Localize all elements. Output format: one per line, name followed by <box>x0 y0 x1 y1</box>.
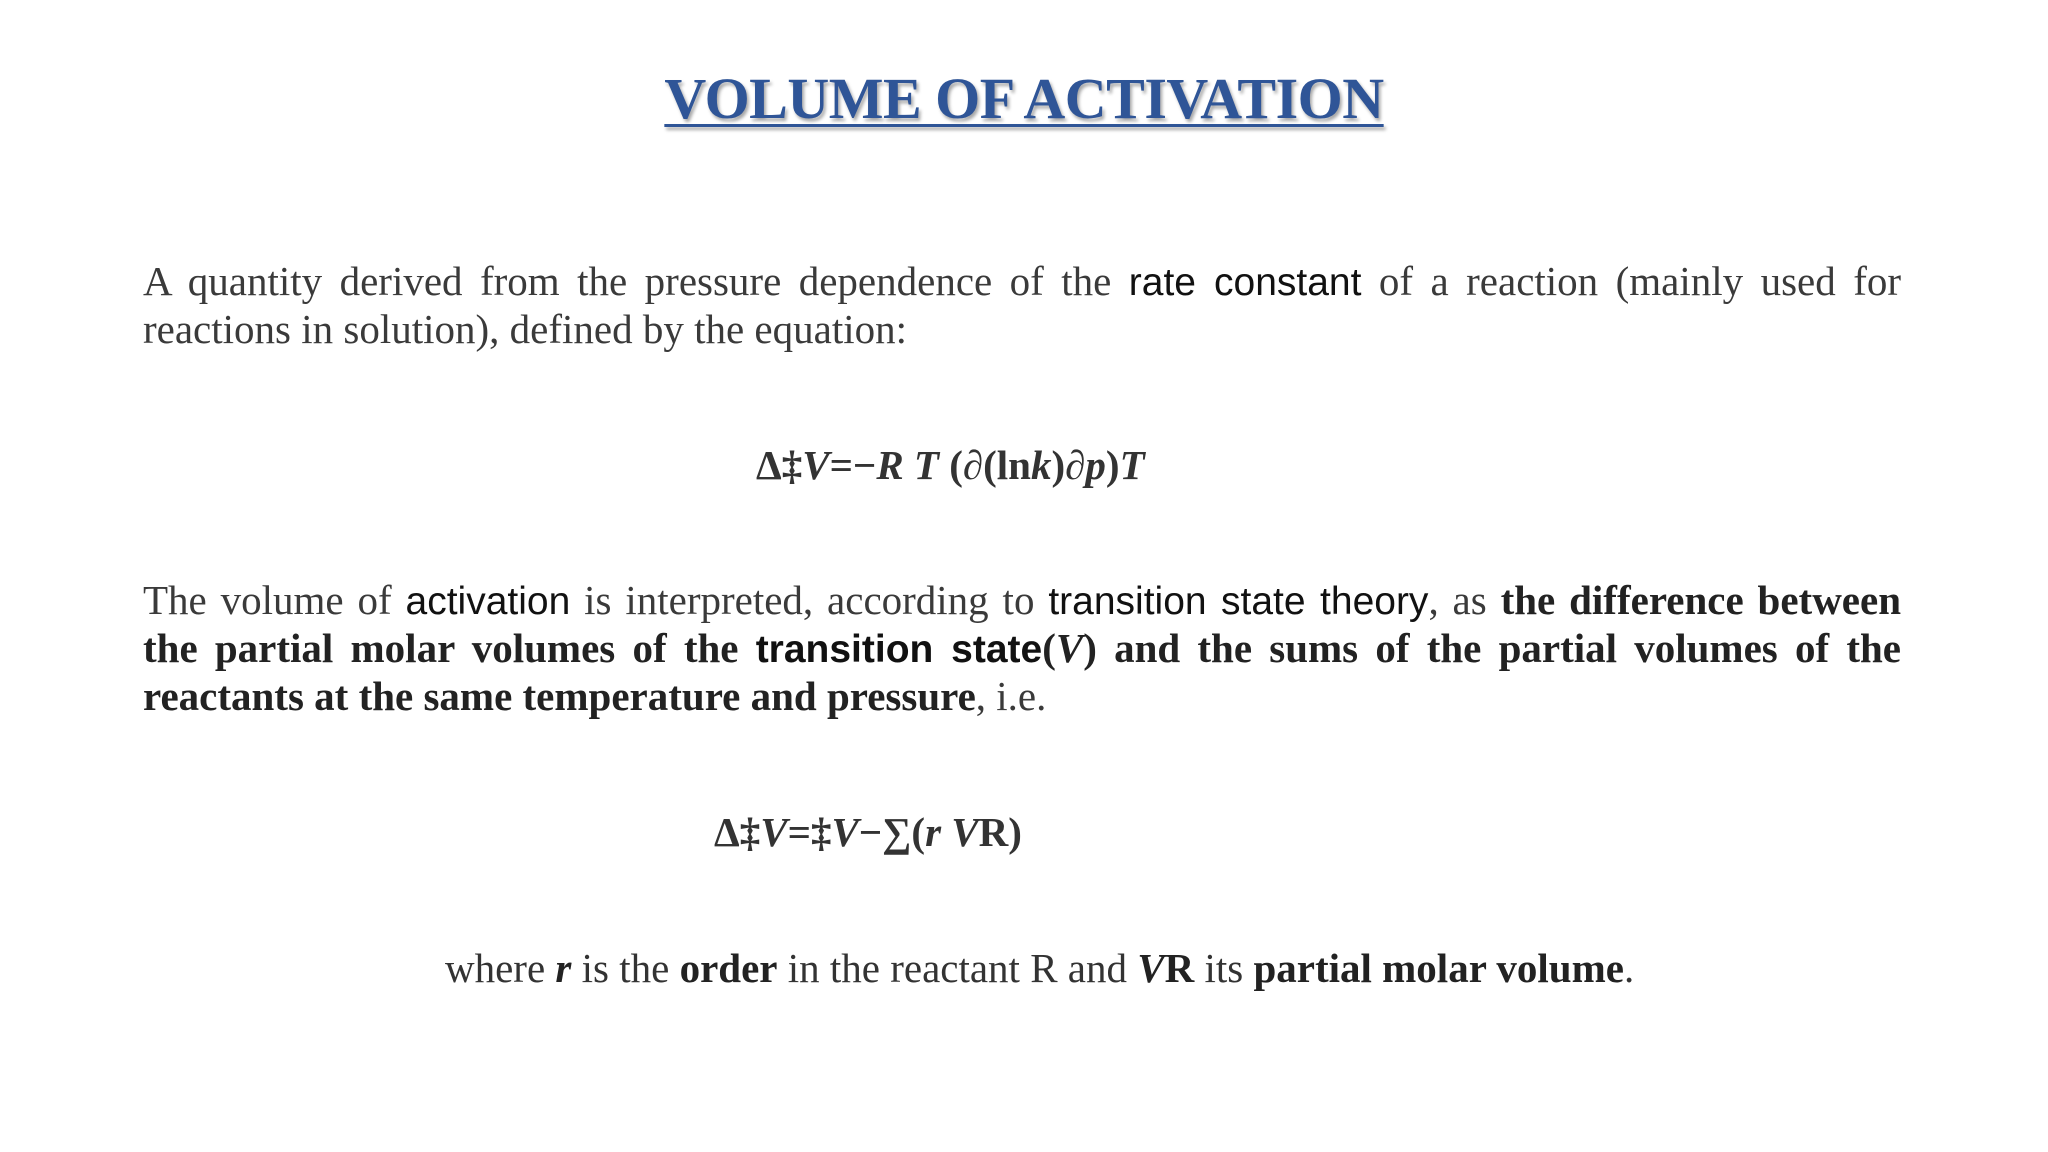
eq2-equals-dagger: =‡ <box>787 809 832 855</box>
transition-state-theory-link[interactable]: transition state theory <box>1048 580 1429 623</box>
eq2-order: r <box>925 809 942 855</box>
interp-text-2: is interpreted, according to <box>570 577 1049 623</box>
where-reactant-symbol: R <box>1164 945 1195 991</box>
partial-molar-volume-term: partial molar volume <box>1253 945 1624 991</box>
where-line <box>445 944 1634 992</box>
eq2-volume-2: V <box>831 809 859 855</box>
interp-bold-paren-open: ( <box>1042 625 1056 671</box>
slide-title-text: VOLUME OF ACTIVATION <box>664 66 1384 131</box>
where-period: . <box>1623 945 1635 991</box>
interpretation-paragraph <box>143 577 1901 720</box>
where-text-3: in the reactant R and <box>777 945 1138 991</box>
eq1-temperature: T <box>913 442 939 488</box>
where-text-2: is the <box>571 945 680 991</box>
eq2-delta: Δ‡ <box>714 809 761 855</box>
interp-bold-2: ) and the sums of the partial volumes of the reactants at the same temperature and pressure <box>143 625 1901 719</box>
interp-bold-volume: V <box>1055 625 1084 671</box>
where-text-1: where <box>445 945 556 991</box>
definition-text-end: of a reaction (mainly used for reactions in solution), defined by the equation: <box>143 258 1901 352</box>
eq1-volume: V <box>802 442 830 488</box>
activation-link[interactable]: activation <box>405 580 571 623</box>
interp-text-3: , as <box>1428 577 1501 623</box>
order-term: order <box>679 945 778 991</box>
slide-title <box>0 64 2048 134</box>
where-volume-symbol: V <box>1137 945 1165 991</box>
eq1-close: ) <box>1105 442 1120 488</box>
transition-state-link[interactable]: transition state <box>755 628 1043 671</box>
eq2-end: R) <box>978 809 1022 855</box>
eq1-partial: )∂ <box>1051 442 1086 488</box>
interp-text-1: The volume of <box>143 577 406 623</box>
equation-pressure-dependence <box>756 441 1145 489</box>
where-order-symbol: r <box>555 945 572 991</box>
rate-constant-link[interactable]: rate constant <box>1128 261 1362 304</box>
eq1-delta: Δ‡ <box>756 442 803 488</box>
where-text-4: its <box>1194 945 1254 991</box>
eq1-partial-ln: (∂(ln <box>938 442 1031 488</box>
interp-bold-1: the difference between the partial molar volumes of the <box>143 577 1901 671</box>
eq2-sum: −∑( <box>858 809 926 855</box>
eq1-equals-minus: =− <box>829 442 877 488</box>
interp-text-4: , i.e. <box>975 673 1047 719</box>
eq1-space <box>904 442 914 488</box>
eq1-gas-constant: R <box>876 442 904 488</box>
eq1-subscript-temperature: T <box>1119 442 1145 488</box>
eq1-rate-constant: k <box>1030 442 1052 488</box>
equation-volume-difference <box>714 808 1022 856</box>
eq1-pressure: p <box>1085 442 1106 488</box>
definition-paragraph <box>143 258 1901 353</box>
definition-text-start: A quantity derived from the pressure dependence of the <box>143 258 1129 304</box>
eq2-volume-3: V <box>951 809 979 855</box>
eq2-volume-1: V <box>760 809 788 855</box>
eq2-space <box>941 809 951 855</box>
